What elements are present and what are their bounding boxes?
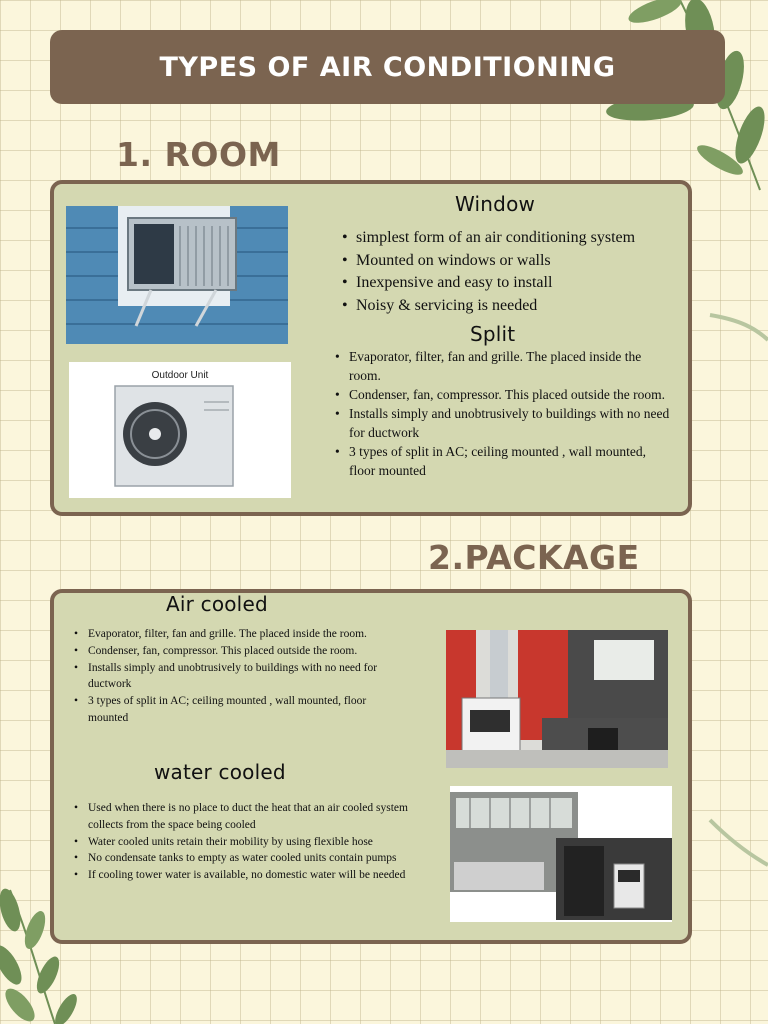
list-item: • Water cooled units retain their mobility by using flexible hose xyxy=(74,834,410,851)
section-heading-package: 2.PACKAGE xyxy=(428,538,640,577)
water-cooled-list xyxy=(74,800,410,884)
list-item: • Condenser, fan, compressor. This placed outside the room. xyxy=(335,385,675,404)
list-item: • Evaporator, filter, fan and grille. The placed inside the room. xyxy=(74,626,404,643)
list-item: • simplest form of an air conditioning system xyxy=(342,227,682,250)
list-item: • Used when there is no place to duct the heat that an air cooled system collects from the space being cooled xyxy=(74,800,410,834)
water-cooled-heading: water cooled xyxy=(154,760,286,784)
section-heading-room: 1. ROOM xyxy=(116,135,281,174)
title-banner xyxy=(50,30,725,104)
decorative-curve-icon xyxy=(700,300,768,880)
list-item: • If cooling tower water is available, no domestic water will be needed xyxy=(74,867,410,884)
list-item: • Installs simply and unobtrusively to buildings with no need for ductwork xyxy=(74,660,404,694)
air-cooled-office-image xyxy=(446,630,668,768)
split-heading: Split xyxy=(470,322,516,346)
air-cooled-heading: Air cooled xyxy=(166,592,268,616)
list-item: • Inexpensive and easy to install xyxy=(342,272,682,295)
page-title: TYPES OF AIR CONDITIONING xyxy=(159,51,616,83)
list-item: • Condenser, fan, compressor. This placed outside the room. xyxy=(74,643,404,660)
outdoor-unit-label: Outdoor Unit xyxy=(151,370,209,381)
window-list xyxy=(342,227,682,317)
outdoor-unit-image xyxy=(69,362,291,498)
list-item: • No condensate tanks to empty as water cooled units contain pumps xyxy=(74,850,410,867)
split-list xyxy=(335,347,675,480)
water-cooled-room-image xyxy=(450,786,672,922)
list-item: • 3 types of split in AC; ceiling mounted , wall mounted, floor mounted xyxy=(74,693,404,727)
list-item: • 3 types of split in AC; ceiling mounted , wall mounted, floor mounted xyxy=(335,442,675,480)
list-item: • Installs simply and unobtrusively to buildings with no need for ductwork xyxy=(335,404,675,442)
list-item: • Evaporator, filter, fan and grille. The placed inside the room. xyxy=(335,347,675,385)
window-heading: Window xyxy=(455,192,536,216)
air-cooled-list xyxy=(74,626,404,727)
list-item: • Mounted on windows or walls xyxy=(342,250,682,273)
window-ac-image xyxy=(66,206,288,344)
list-item: • Noisy & servicing is needed xyxy=(342,295,682,318)
